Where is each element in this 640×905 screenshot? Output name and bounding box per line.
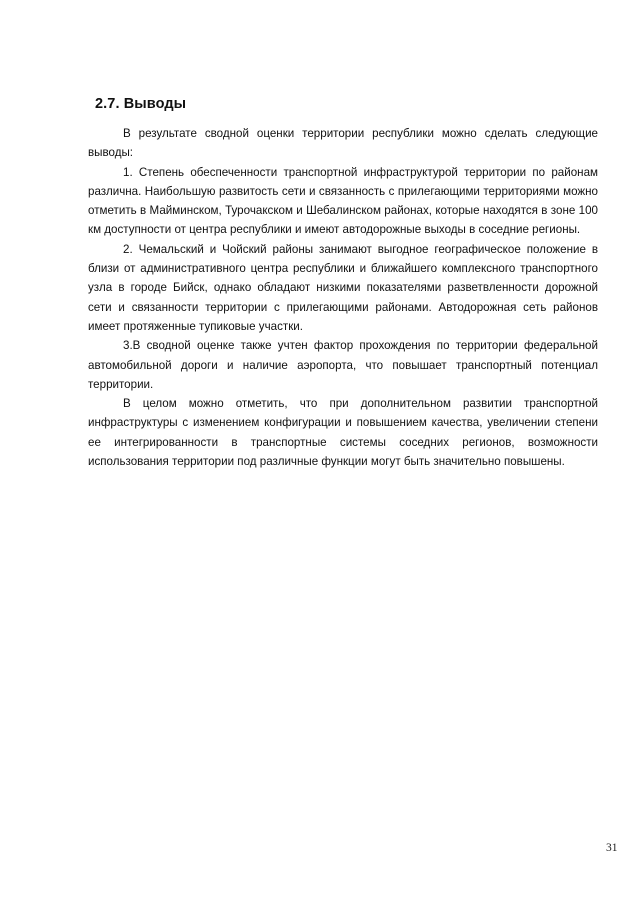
paragraph-conclusion-1: 1. Степень обеспеченности транспортной инфраструктурой территории по районам различна. Наибольшую развитость сети и связанность с прилегающими территориями можно отметить в Майминском, Турочакском и Шебалинском районах, которые находятся в зоне 100 км доступности от центра республики и имеют автодорожные выходы в соседние регионы.	[88, 165, 598, 237]
document-body	[88, 96, 598, 471]
section-heading: 2.7. Выводы	[95, 96, 187, 112]
paragraph-conclusion-2: 2. Чемальский и Чойский районы занимают выгодное географическое положение в близи от административного центра республики и ближайшего комплексного транспортного узла в городе Бийск, однако обладают низкими показателями разветвленности дорожной сети и связанности территории с прилегающими районами. Автодорожная сеть районов имеет протяженные тупиковые участки.	[88, 242, 598, 333]
paragraph-intro: В результате сводной оценки территории республики можно сделать следующие выводы:	[88, 127, 598, 160]
paragraph-conclusion-3: 3.В сводной оценке также учтен фактор прохождения по территории федеральной автомобильной дороги и наличие аэропорта, что повышает транспортный потенциал территории.	[88, 339, 598, 391]
paragraph-summary: В целом можно отметить, что при дополнительном развитии транспортной инфраструктуры с изменением конфигурации и повышением качества, увеличении степени ее интегрированности в транспортные системы соседних регионов, возможности использования территории под различные функции могут быть значительно повышены.	[88, 397, 598, 469]
page-number: 31	[606, 842, 618, 854]
